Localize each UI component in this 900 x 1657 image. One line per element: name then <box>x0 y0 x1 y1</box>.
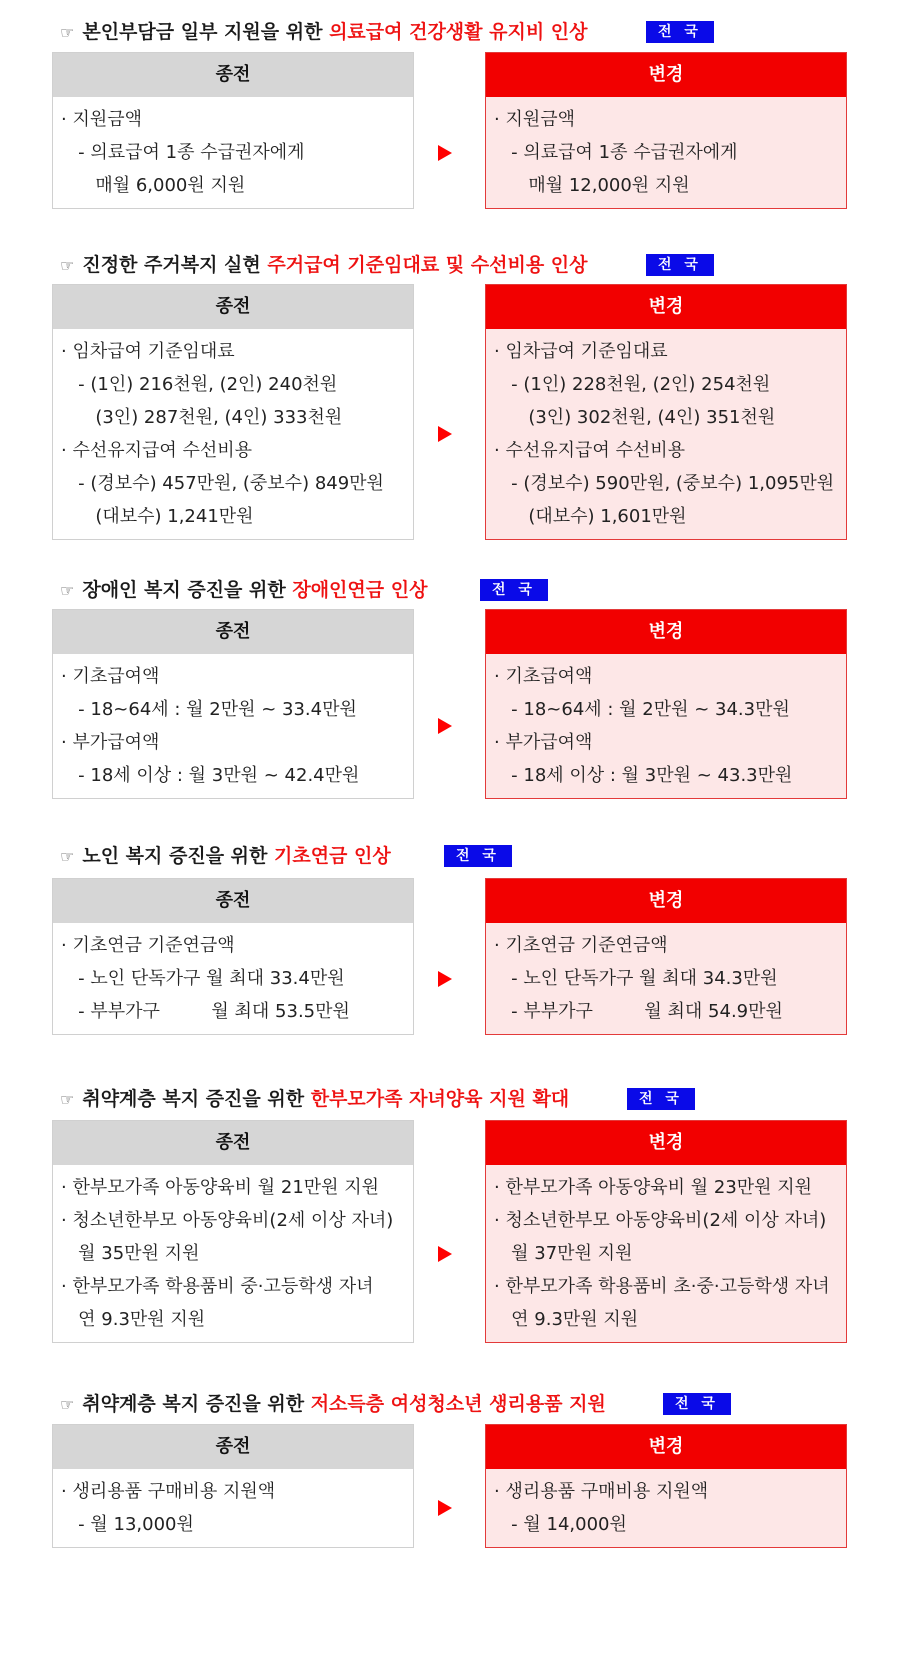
content-line: · 한부모가족 학용품비 중·고등학생 자녀 <box>61 1276 374 1297</box>
after-box <box>485 52 847 209</box>
arrow-right-icon <box>438 718 452 734</box>
content-line: - 부부가구 월 최대 53.5만원 <box>61 1001 350 1022</box>
region-badge: 전 국 <box>627 1088 695 1110</box>
before-header: 종전 <box>53 1425 413 1469</box>
content-line: 월 37만원 지원 <box>494 1243 633 1264</box>
before-box <box>52 52 414 209</box>
content-line: - (1인) 216천원, (2인) 240천원 <box>61 374 338 395</box>
region-badge: 전 국 <box>646 254 714 276</box>
after-header: 변경 <box>486 1121 846 1165</box>
pointing-hand-icon: ☞ <box>60 1090 75 1109</box>
content-line: · 청소년한부모 아동양육비(2세 이상 자녀) <box>494 1210 827 1231</box>
content-line: (대보수) 1,601만원 <box>494 506 687 527</box>
title-highlight: 저소득층 여성청소년 생리용품 지원 <box>310 1393 606 1415</box>
content-line: · 청소년한부모 아동양육비(2세 이상 자녀) <box>61 1210 394 1231</box>
content-line: - 노인 단독가구 월 최대 34.3만원 <box>494 968 778 989</box>
content-line: 월 35만원 지원 <box>61 1243 200 1264</box>
section-title <box>60 1084 569 1114</box>
content-line: 연 9.3만원 지원 <box>61 1309 206 1330</box>
after-box <box>485 1120 847 1343</box>
section-title <box>60 250 588 280</box>
content-line: · 기초연금 기준연금액 <box>494 935 668 956</box>
before-header: 종전 <box>53 1121 413 1165</box>
content-line: (3인) 302천원, (4인) 351천원 <box>494 407 776 428</box>
content-line: · 부가급여액 <box>61 732 160 753</box>
pointing-hand-icon: ☞ <box>60 23 75 42</box>
content-line: · 생리용품 구매비용 지원액 <box>61 1481 276 1502</box>
title-text: 진정한 주거복지 실현 <box>82 254 268 276</box>
title-text: 취약계층 복지 증진을 위한 <box>82 1088 311 1110</box>
arrow-right-icon <box>438 426 452 442</box>
pointing-hand-icon: ☞ <box>60 581 75 600</box>
content-line: · 지원금액 <box>61 109 142 130</box>
title-highlight: 의료급여 건강생활 유지비 인상 <box>329 21 588 43</box>
before-header: 종전 <box>53 285 413 329</box>
content-line: · 한부모가족 아동양육비 월 21만원 지원 <box>61 1177 380 1198</box>
content-line: - (경보수) 590만원, (중보수) 1,095만원 <box>494 473 835 494</box>
before-box <box>52 878 414 1035</box>
section-title <box>60 841 391 871</box>
content-line: · 한부모가족 학용품비 초·중·고등학생 자녀 <box>494 1276 830 1297</box>
content-line: 매월 12,000원 지원 <box>494 175 690 196</box>
content-line: - 18~64세 : 월 2만원 ~ 33.4만원 <box>61 699 357 720</box>
title-highlight: 주거급여 기준임대료 및 수선비용 인상 <box>267 254 588 276</box>
title-text: 취약계층 복지 증진을 위한 <box>82 1393 311 1415</box>
content-line: - 노인 단독가구 월 최대 33.4만원 <box>61 968 345 989</box>
pointing-hand-icon: ☞ <box>60 1395 75 1414</box>
content-line: - 월 13,000원 <box>61 1514 194 1535</box>
before-box <box>52 1120 414 1343</box>
after-box <box>485 609 847 799</box>
region-badge: 전 국 <box>646 21 714 43</box>
title-highlight: 장애인연금 인상 <box>292 579 428 601</box>
title-highlight: 한부모가족 자녀양육 지원 확대 <box>310 1088 570 1110</box>
content-line: 매월 6,000원 지원 <box>61 175 246 196</box>
after-header: 변경 <box>486 610 846 654</box>
arrow-right-icon <box>438 145 452 161</box>
region-badge: 전 국 <box>480 579 548 601</box>
after-box <box>485 284 847 540</box>
title-highlight: 기초연금 인상 <box>274 845 391 867</box>
content-line: - 의료급여 1종 수급권자에게 <box>494 142 738 163</box>
content-line: · 기초급여액 <box>61 666 160 687</box>
content-line: · 생리용품 구매비용 지원액 <box>494 1481 709 1502</box>
after-box <box>485 878 847 1035</box>
arrow-right-icon <box>438 1246 452 1262</box>
content-line: · 지원금액 <box>494 109 575 130</box>
after-header: 변경 <box>486 53 846 97</box>
before-header: 종전 <box>53 879 413 923</box>
after-header: 변경 <box>486 285 846 329</box>
title-text: 장애인 복지 증진을 위한 <box>82 579 293 601</box>
section-title <box>60 575 427 605</box>
after-box <box>485 1424 847 1548</box>
content-line: - 월 14,000원 <box>494 1514 627 1535</box>
before-header: 종전 <box>53 53 413 97</box>
arrow-right-icon <box>438 1500 452 1516</box>
content-line: · 수선유지급여 수선비용 <box>494 440 686 461</box>
arrow-right-icon <box>438 971 452 987</box>
content-line: - (경보수) 457만원, (중보수) 849만원 <box>61 473 384 494</box>
content-line: - 18세 이상 : 월 3만원 ~ 42.4만원 <box>61 765 360 786</box>
after-header: 변경 <box>486 879 846 923</box>
title-text: 노인 복지 증진을 위한 <box>82 845 274 867</box>
before-header: 종전 <box>53 610 413 654</box>
content-line: (대보수) 1,241만원 <box>61 506 254 527</box>
region-badge: 전 국 <box>663 1393 731 1415</box>
before-box <box>52 284 414 540</box>
region-badge: 전 국 <box>444 845 512 867</box>
before-box <box>52 609 414 799</box>
content-line: · 부가급여액 <box>494 732 593 753</box>
content-line: · 기초연금 기준연금액 <box>61 935 235 956</box>
content-line: (3인) 287천원, (4인) 333천원 <box>61 407 343 428</box>
section-title <box>60 17 588 47</box>
after-header: 변경 <box>486 1425 846 1469</box>
content-line: · 수선유지급여 수선비용 <box>61 440 253 461</box>
content-line: - 18~64세 : 월 2만원 ~ 34.3만원 <box>494 699 790 720</box>
content-line: · 기초급여액 <box>494 666 593 687</box>
pointing-hand-icon: ☞ <box>60 847 75 866</box>
content-line: · 한부모가족 아동양육비 월 23만원 지원 <box>494 1177 813 1198</box>
before-box <box>52 1424 414 1548</box>
content-line: - 18세 이상 : 월 3만원 ~ 43.3만원 <box>494 765 793 786</box>
section-title <box>60 1389 606 1419</box>
content-line: - 부부가구 월 최대 54.9만원 <box>494 1001 783 1022</box>
title-text: 본인부담금 일부 지원을 위한 <box>82 21 330 43</box>
content-line: 연 9.3만원 지원 <box>494 1309 639 1330</box>
content-line: · 임차급여 기준임대료 <box>494 341 668 362</box>
content-line: - (1인) 228천원, (2인) 254천원 <box>494 374 771 395</box>
pointing-hand-icon: ☞ <box>60 256 75 275</box>
content-line: - 의료급여 1종 수급권자에게 <box>61 142 305 163</box>
content-line: · 임차급여 기준임대료 <box>61 341 235 362</box>
